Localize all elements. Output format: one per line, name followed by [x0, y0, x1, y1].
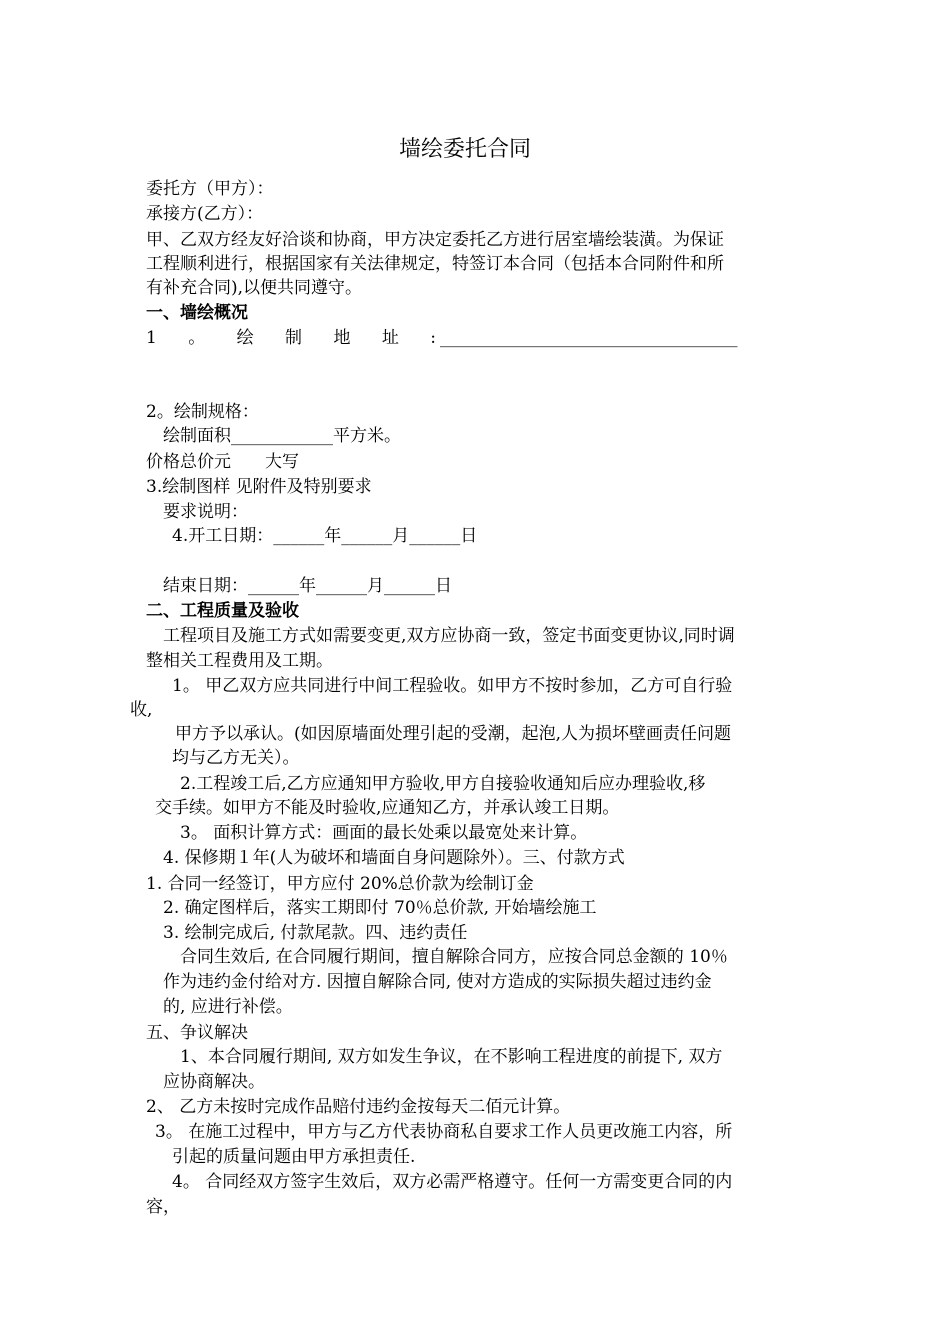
body-line: 合同生效后, 在合同履行期间，擅自解除合同方，应按合同总金额的 10％ [180, 947, 728, 967]
body-line: 应协商解决。 [163, 1072, 265, 1092]
body-line: 作为违约金付给对方. 因擅自解除合同, 使对方造成的实际损失超过违约金 [163, 972, 712, 992]
address-char: 1 [146, 328, 157, 348]
body-line: 2. 确定图样后，落实工期即付 70％总价款, 开始墙绘施工 [163, 898, 597, 918]
party-b-line: 承接方(乙方）： [146, 204, 264, 224]
body-line: 3. 绘制完成后, 付款尾款。四、违约责任 [163, 923, 468, 943]
body-line: 甲方予以承认。(如因原墙面处理引起的受潮，起泡,人为损坏壁画责任问题 [175, 724, 732, 744]
intro-line: 甲、乙双方经友好洽谈和协商，甲方决定委托乙方进行居室墙绘装潢。为保证 [146, 230, 724, 250]
body-line: 整相关工程费用及工期。 [146, 651, 333, 671]
area-line: 绘制面积____________平方米。 [163, 426, 401, 446]
price-line: 价格总价元 大写 [146, 452, 299, 472]
body-line: 3。 在施工过程中，甲方与乙方代表协商私自要求工作人员更改施工内容，所 [155, 1122, 733, 1142]
body-line: 2.工程竣工后,乙方应通知甲方验收,甲方自接验收通知后应办理验收,移 [180, 774, 706, 794]
body-line: 收, [130, 700, 153, 720]
body-line: 的, 应进行补偿。 [163, 997, 293, 1017]
body-line: 4。 合同经双方签字生效后，双方必需严格遵守。任何一方需变更合同的内 [172, 1172, 733, 1192]
body-line: 交手续。如甲方不能及时验收,应通知乙方，并承认竣工日期。 [155, 798, 620, 818]
address-blank: ___________________________________ [440, 328, 738, 348]
body-line: 2、 乙方未按时完成作品赔付违约金按每天二佰元计算。 [146, 1097, 571, 1117]
address-char: 制 [285, 328, 303, 348]
section-5-heading: 五、争议解决 [146, 1023, 248, 1043]
address-char: 地 [333, 328, 351, 348]
address-char: 绘 [236, 328, 254, 348]
body-line: 引起的质量问题由甲方承担责任. [172, 1147, 416, 1167]
start-date-line: 4.开工日期：______年______月______日 [172, 526, 478, 546]
party-a-line: 委托方（甲方）： [146, 179, 274, 199]
body-line: 均与乙方无关）。 [172, 748, 300, 768]
body-line: 3。 面积计算方式：画面的最长处乘以最宽处来计算。 [180, 823, 588, 843]
body-line: 工程项目及施工方式如需要变更,双方应协商一致，签定书面变更协议,同时调 [163, 626, 735, 646]
drawing-address-line [146, 327, 436, 349]
spec-heading: 2。绘制规格： [146, 402, 259, 422]
body-line: 1. 合同一经签订，甲方应付 20%总价款为绘制订金 [146, 874, 534, 894]
section-2-heading: 二、工程质量及验收 [146, 601, 299, 621]
intro-line: 工程顺利进行，根据国家有关法律规定，特签订本合同（包括本合同附件和所 [146, 254, 724, 274]
pattern-line: 3.绘制图样 见附件及特别要求 [146, 477, 372, 497]
address-char: 。 [188, 328, 206, 348]
body-line: 1。 甲乙双方应共同进行中间工程验收。如甲方不按时参加，乙方可自行验 [172, 676, 733, 696]
body-line: 4. 保修期１年(人为破坏和墙面自身问题除外）。三、付款方式 [163, 848, 625, 868]
end-date-line: 结束日期：______年______月______日 [163, 576, 452, 596]
section-1-heading: 一、墙绘概况 [146, 303, 248, 323]
intro-line: 有补充合同),以便共同遵守。 [146, 278, 363, 298]
body-line: 1、本合同履行期间, 双方如发生争议，在不影响工程进度的前提下, 双方 [180, 1047, 723, 1067]
requirement-line: 要求说明： [163, 502, 248, 522]
address-char: 址 [381, 328, 399, 348]
body-line: 容， [146, 1197, 180, 1217]
address-char: : [430, 328, 436, 348]
contract-title: 墙绘委托合同 [399, 137, 532, 162]
